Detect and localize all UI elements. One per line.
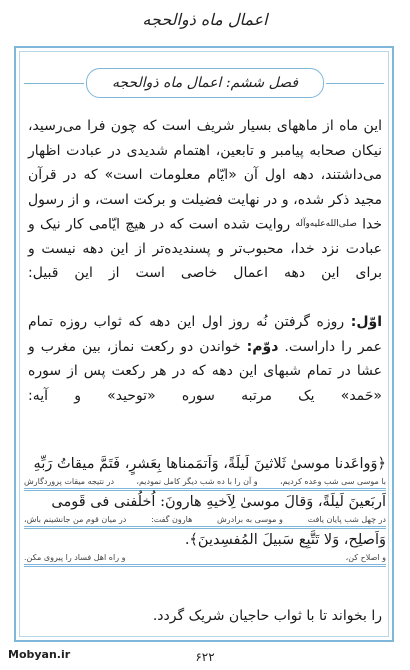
verse-line-1 bbox=[24, 453, 386, 491]
verse-translation-3 bbox=[24, 551, 386, 565]
verse-arabic-3: وَاَصلِح، وَلا تَتَّبِع سَبیلَ المُفسِدینَ﴾. bbox=[184, 532, 386, 548]
translation-segment: و آن را با ده شب دیگر کامل نمودیم، bbox=[136, 477, 258, 486]
translation-segment: در چهل شب پایان یافت bbox=[307, 515, 386, 524]
closing-sentence: را بخواند تا با ثواب حاجیان شریک گردد. bbox=[152, 608, 382, 624]
intro-text-1: این ماه از ماههای بسیار شریف است که چون فرا می‌رسید، نیکان صحابه پیامبر و تابعین، اهتمام شدیدی در عبادت اظهار می‌داشتند، دهه اول آن «ایّام معلومات است» که در قرآن مجید ذکر شده، و در نهایت فضیلت و برکت است، و از رسول خدا bbox=[28, 118, 383, 233]
first-text: روزه گرفتن نُه روز اول این دهه که ثواب روزه تمام عمر را داراست. bbox=[28, 314, 382, 355]
translation-segment: در میان قوم من جانشینم باش، bbox=[24, 515, 127, 524]
translation-segment: و اصلاح کن، bbox=[345, 553, 386, 562]
verse-line-2 bbox=[24, 491, 386, 529]
verse-arabic-2: اَربَعینَ لَیلَةً، وَقالَ موسیٰ لِاَخیهِ هارونَ: اُخلُفنی فی قَومی bbox=[51, 494, 386, 510]
translation-segment: در نتیجه میقات پروردگارش bbox=[24, 477, 115, 486]
page-header-title: اعمال ماه ذوالحجه bbox=[142, 10, 268, 29]
translation-segment: و موسی به برادرش bbox=[217, 515, 283, 524]
second-text: خواندن دو رکعت نماز، بین مغرب و عشا در تمام شبهای این دهه که در هر رکعت پس از سوره «حَمد» یک مرتبه سوره «توحید» و آیه: bbox=[28, 338, 382, 404]
verse-translation-1 bbox=[24, 475, 386, 489]
salutation-seal: صلی‌الله‌علیه‌وآله bbox=[295, 219, 357, 229]
first-practice bbox=[28, 310, 382, 433]
intro-text-2: روایت شده است که در هیچ ایّامی کار نیک و عبادت نزد خدا، محبوب‌تر و پسندیده‌تر از این دهه نیست و برای این دهه اعمال خاصی است از این قبیل: bbox=[28, 216, 382, 282]
first-label: اوّل: bbox=[350, 314, 382, 331]
second-label: دوّم: bbox=[246, 338, 279, 355]
title-rule-right bbox=[326, 83, 384, 84]
body-text bbox=[28, 114, 382, 433]
translation-segment: هارون گفت: bbox=[151, 515, 193, 524]
title-rule-left bbox=[24, 83, 84, 84]
section-title: فصل ششم: اعمال ماه ذوالحجه bbox=[86, 68, 324, 98]
page-number: ۶۲۲ bbox=[195, 650, 215, 664]
intro-paragraph bbox=[28, 114, 382, 310]
site-watermark: Mobyan.ir bbox=[8, 648, 71, 661]
verse-line-3 bbox=[24, 529, 386, 567]
verse-arabic-1: ﴿وَواعَدنا موسیٰ ثَلاثینَ لَیلَةً، وَاَتمَمناها بِعَشرٍ، فَتَمَّ میقاتُ رَبِّهِ bbox=[33, 456, 386, 472]
verse-block bbox=[24, 453, 386, 567]
translation-segment: با موسی سی شب وعده کردیم، bbox=[279, 477, 386, 486]
translation-segment: و راه اهل فساد را پیروی مکن. bbox=[24, 553, 126, 562]
verse-translation-2 bbox=[24, 513, 386, 527]
content-frame bbox=[14, 46, 394, 642]
